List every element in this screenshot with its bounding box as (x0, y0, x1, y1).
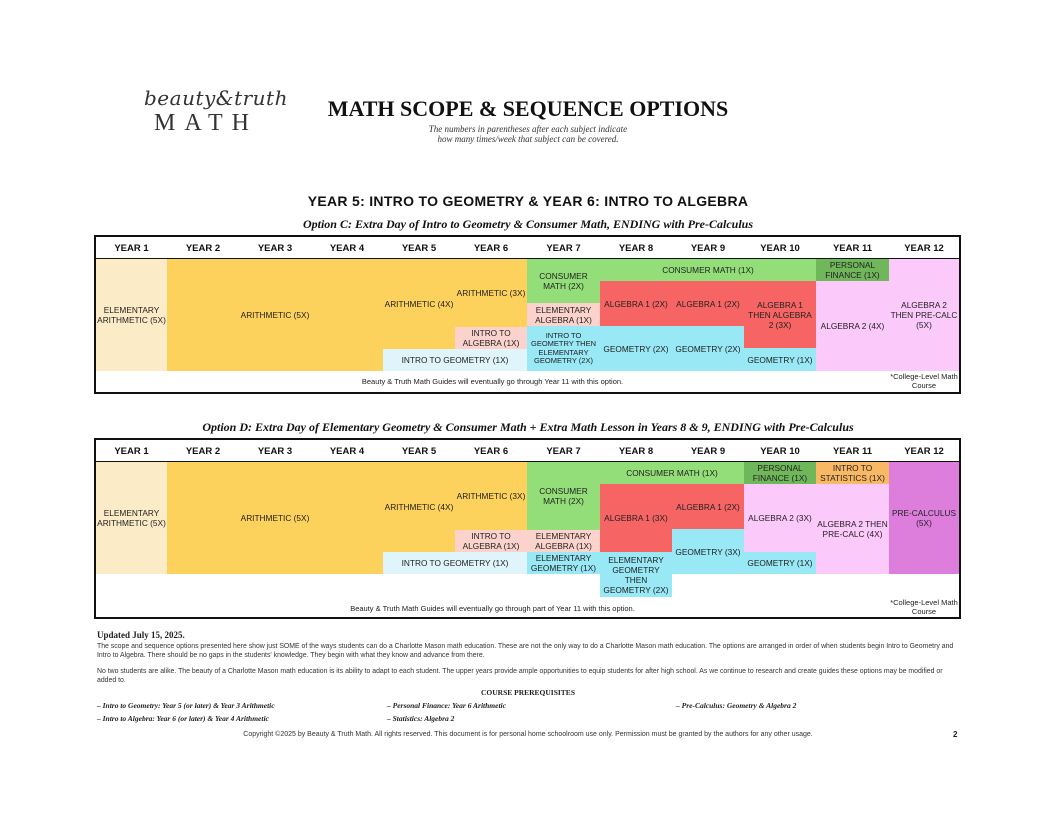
prereq-item: – Intro to Geometry: Year 5 (or later) & Year 3 Arithmetic (97, 701, 275, 710)
year-header: YEAR 10 (760, 242, 800, 254)
prereq-item: – Intro to Algebra: Year 6 (or later) & Year 4 Arithmetic (97, 714, 269, 723)
cell: ALGEBRA 1 (2X) (672, 281, 744, 326)
cell: ARITHMETIC (4X) (383, 259, 455, 349)
year-header: YEAR 6 (473, 445, 509, 457)
cell: ALGEBRA 2 THEN PRE-CALC (4X) (816, 484, 889, 574)
cell: GEOMETRY (3X) (672, 529, 744, 574)
cell: PRE-CALCULUS (5X) (889, 462, 959, 574)
copyright: Copyright ©2025 by Beauty & Truth Math. All rights reserved. This document is for personal home schoolroom use only. Permission must be granted by the authors for any other usage. (243, 731, 813, 738)
year-header: YEAR 7 (546, 242, 581, 254)
logo-math: MATH (154, 110, 259, 136)
year-header: YEAR 2 (185, 242, 221, 254)
year-header: YEAR 11 (832, 445, 873, 457)
year-header: YEAR 6 (473, 242, 509, 254)
prereq-item: – Statistics: Algebra 2 (387, 714, 455, 723)
year-header: YEAR 11 (832, 242, 873, 254)
cell: CONSUMER MATH (2X) (527, 259, 600, 303)
year-header: YEAR 5 (401, 242, 437, 254)
cell: CONSUMER MATH (1X) (600, 259, 816, 281)
cell: INTRO TO ALGEBRA (1X) (455, 327, 527, 349)
cell: INTRO TO GEOMETRY (1X) (383, 349, 527, 371)
note-paragraph-1: The scope and sequence options presented here show just SOME of the ways students can do a Charlotte Mason math education. These are not the only way to do a Charlotte Mason math education. The options are arranged in order of when students begin Intro to Geometry and Intro to Algebra. There should be no gaps in the students' knowledge. They begin with what they know and advance from there. (97, 643, 954, 659)
cell: ARITHMETIC (3X) (455, 462, 527, 530)
cell: ARITHMETIC (3X) (455, 259, 527, 327)
cell: ALGEBRA 2 (4X) (816, 281, 889, 371)
cell: CONSUMER MATH (2X) (527, 462, 600, 530)
cell: INTRO TO ALGEBRA (1X) (455, 530, 527, 552)
cell: ELEMENTARY GEOMETRY THEN GEOMETRY (2X) (600, 552, 672, 597)
option-d-footer: Beauty & Truth Math Guides will eventually go through part of Year 11 with this option. (350, 604, 635, 613)
cell: INTRO TO GEOMETRY (1X) (383, 552, 527, 574)
prereq-item: – Personal Finance: Year 6 Arithmetic (387, 701, 506, 710)
cell: ELEMENTARY ARITHMETIC (5X) (96, 462, 167, 574)
page-number: 2 (953, 730, 958, 739)
cell: ALGEBRA 2 THEN PRE-CALC (5X) (889, 259, 959, 371)
year-header: YEAR 1 (114, 242, 149, 254)
cell: ELEMENTARY GEOMETRY (1X) (527, 552, 600, 574)
option-d-title: Option D: Extra Day of Elementary Geometry & Consumer Math + Extra Math Lesson in Years 8 & 9, ENDING with Pre-Calculus (202, 420, 854, 434)
year-header: YEAR 8 (618, 445, 654, 457)
prereq-title: COURSE PREREQUISITES (481, 688, 575, 697)
year-header: YEAR 4 (329, 445, 365, 457)
year-header: YEAR 2 (185, 445, 221, 457)
cell: ALGEBRA 1 (2X) (672, 484, 744, 529)
year-header: YEAR 1 (114, 445, 149, 457)
cell: ELEMENTARY ALGEBRA (1X) (527, 303, 600, 326)
year-header: YEAR 7 (546, 445, 581, 457)
cell: ALGEBRA 1 THEN ALGEBRA 2 (3X) (744, 281, 816, 348)
cell: ARITHMETIC (5X) (167, 462, 383, 574)
year-header: YEAR 12 (904, 242, 944, 254)
cell: ELEMENTARY ARITHMETIC (5X) (96, 259, 167, 371)
note-paragraph-2: No two students are alike. The beauty of a Charlotte Mason math education is its ability to adapt to each student. The upper years provide ample opportunities to equip students for after high school. As we continue to research and create guides these options may be modified or added to. (97, 668, 943, 684)
option-c-table (94, 235, 961, 394)
cell: ARITHMETIC (5X) (167, 259, 383, 371)
year-header: YEAR 3 (257, 445, 293, 457)
section-title: YEAR 5: INTRO TO GEOMETRY & YEAR 6: INTRO TO ALGEBRA (307, 193, 749, 209)
cell: ALGEBRA 1 (3X) (600, 484, 672, 552)
cell: INTRO TO GEOMETRY THEN ELEMENTARY GEOMETRY (2X) (527, 326, 600, 371)
cell: GEOMETRY (2X) (672, 326, 744, 371)
year-header: YEAR 9 (690, 445, 726, 457)
option-d-table (94, 438, 961, 619)
cell: CONSUMER MATH (1X) (600, 462, 744, 484)
year-header: YEAR 3 (257, 242, 293, 254)
cell: GEOMETRY (2X) (600, 326, 672, 371)
cell: GEOMETRY (1X) (744, 348, 816, 371)
year-header: YEAR 5 (401, 445, 437, 457)
cell: INTRO TO STATISTICS (1X) (816, 462, 889, 484)
cell: PERSONAL FINANCE (1X) (816, 259, 889, 281)
page-title: MATH SCOPE & SEQUENCE OPTIONS (327, 96, 729, 121)
page-subtitle: The numbers in parentheses after each subject indicate how many times/week that subject can be covered. (428, 124, 628, 144)
option-c-college-note: *College-Level Math Course (890, 372, 958, 390)
cell: GEOMETRY (1X) (744, 552, 816, 574)
year-header: YEAR 12 (904, 445, 944, 457)
logo-script: beauty&truth (144, 86, 288, 110)
cell: PERSONAL FINANCE (1X) (744, 462, 816, 484)
year-header: YEAR 4 (329, 242, 365, 254)
option-d-college-note: *College-Level Math Course (890, 598, 958, 616)
prereq-item: – Pre-Calculus: Geometry & Algebra 2 (676, 701, 797, 710)
cell: ELEMENTARY ALGEBRA (1X) (527, 530, 600, 552)
updated-date: Updated July 15, 2025. (97, 630, 185, 640)
year-header: YEAR 10 (760, 445, 800, 457)
cell: ARITHMETIC (4X) (383, 462, 455, 552)
year-header: YEAR 8 (618, 242, 654, 254)
year-header: YEAR 9 (690, 242, 726, 254)
cell: ALGEBRA 2 (3X) (744, 484, 816, 552)
cell: ALGEBRA 1 (2X) (600, 281, 672, 326)
option-c-footer: Beauty & Truth Math Guides will eventually go through Year 11 with this option. (361, 377, 624, 386)
option-c-title: Option C: Extra Day of Intro to Geometry & Consumer Math, ENDING with Pre-Calculus (302, 217, 754, 231)
